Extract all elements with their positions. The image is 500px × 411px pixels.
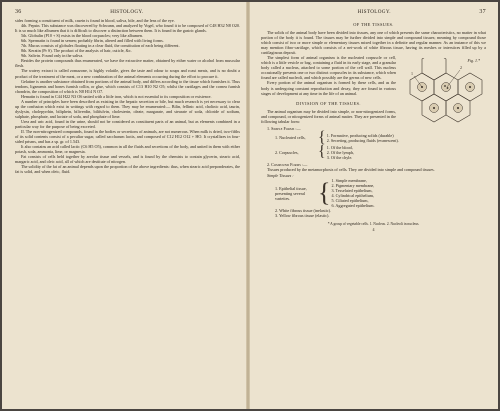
paragraph: 4th. Pepsin. This substance was discovered by Schwann, and analyzed by Vogel, who found it to be composed of C48 H32 N8 O20. It is so much like albumen that it is difficult to discover a distinction between them. It is found in the gastric glands. [15,23,240,34]
paragraph: Tissues produced by the metamorphosis of cells. They are divided into simple and compound tissues. [267,166,435,172]
brace: { [318,128,326,146]
list-item: 6. Aggregated epithelium. [331,203,375,209]
right-page [250,2,498,409]
paragraph: Urea and uric acid, found in the urine, should not be considered as constituent parts of an animal, but as elements combined in a particular way for the purpose of being excreted. [15,118,240,129]
vegetable-cells-illustration [400,58,486,124]
paragraph: II. The non-nitrogenized compounds, found in the bodies or secretions of animals, are not numerous. When milk is dried, two-fifths of its solid contents consist of a peculiar sugar, called saccharum lactis, and composed of C12 H12 O12 + HO. It crystallizes in four-sided prisms, and has a sp. gr. of 1.543. [15,129,240,145]
cell-figure [400,58,486,124]
brace: { [318,143,326,161]
paragraph: The simplest form of animal organism is the nucleated corpuscle or cell, which is a little vesicle or bag, containing a fluid in its early stage, and a granular body called a nucleus, attached to some portion of the cell wall. This nucleus occasionally presents one or two distinct corpuscles in its substance, which when found are called nucleoli, and which possibly are the germs of new cells. [261,55,396,81]
epithelial-label: 1. Epithelial tissue, presenting several varieties. [275,185,307,201]
left-running-head: HISTOLOGY. [110,9,144,15]
corpuscles-label: 2. Corpuscles, [275,149,299,155]
left-page [2,2,250,409]
list-item: 2. Pigmentary membrane, [331,183,375,189]
list-item: 2. White fibrous tissue (inelastic). [275,208,332,214]
paragraph: It also contains an acid called lactic (C6 H5 O5), common in all the fluids and secretions of the body, and united in them with either potash, soda, ammonia, lime, or magnesia. [15,144,240,155]
nucleated-cells-group [275,128,486,146]
list-item: 1. Simple membrane, [331,178,367,184]
right-header [261,9,486,18]
svg-text:1: 1 [411,71,413,77]
division-title: DIVISION OF THE TISSUES. [296,100,361,106]
right-running-head: HISTOLOGY. [357,9,391,15]
paragraph: Besides the protein compounds thus enumerated, we have the extractive matter, obtained by either water or alcohol from muscular flesh. [15,58,240,69]
compound-forms-label: 2. Compound Forms :— [267,161,308,167]
paragraph: 8th. Keratin (Pr S). The product of the analysis of hair, cuticle, &c. [21,48,132,54]
compound-text [261,167,486,172]
paragraph: Gelatine is another substance obtained from portions of the animal body, and differs according to the tissue which furnishes it. Thus tendons, ligaments and bones furnish collin, or glue, which consists of C13 H10 N2 O5; whilst the cartilages and the cornea furnish chondrin, the composition of which is N8 H14 N O7. [15,78,240,94]
epithelial-group [275,178,486,208]
list-item: 1. Formative, producing solids (durable) [326,132,394,138]
book-spread [2,2,498,409]
paragraph: Every portion of the animal organism is formed by these cells, and as the body is undergoing constant reproduction and decay, they are found in various stages of development at any time in the life of an animal. [261,80,396,96]
paragraph: A number of principles have been described as existing in the hepatic secretion or bile, but much research is yet necessary to clear up the confusion which exist in writings with regard to them. They may be enumerated:— Bilin, fellinic acid, cholinic acid, taurin, dyslysin, cholepyrrhin, biliphein, biliverdin, bilifulvin, cholesterin, oleate, margarate, and stearate of soda, chloride of sodium, sulphate, phosphate, and lactate of soda, and phosphate of lime. [15,98,240,119]
list-item: 5. Ciliated epithelium, [331,198,369,204]
list-item: 2. Secreting, producing fluids (evanescent). [326,137,399,143]
paragraph: 7th. Mucus consists of globules floating in a clear fluid, the constitution of each being different. [21,43,180,49]
left-body-text [15,18,240,174]
paragraph: Fat consists of cells held together by areolar tissue and vessels, and is found by the chemists to contain glycerin, stearic acid, margaric acid, and oleic acid, all of which are destitute of nitrogen. [15,154,240,165]
paragraph: 6th. Spermatin is found in semen; probably fibrin, altered and filled with living forms. [21,38,164,44]
paragraph: 5th. Globulin (P10 + S) exists in the blood corpuscles; very like albumen. [21,33,143,39]
nucleated-label: 1. Nucleated cells, [275,135,306,141]
figure-label: Fig. 1.* [467,58,480,64]
list-item: 3. Tesselated epithelium, [331,188,373,194]
simple-forms-label: 1. Simple Forms :— [267,125,301,131]
footnote: * A group of vegetable cells. 1. Nucleus. 2. Nucleoli in nucleus. [327,222,420,227]
paragraph: sides forming a constituent of milk, casein is found in blood, saliva, bile, and the lens of the eye. [15,18,175,23]
book-gutter [246,2,250,409]
left-page-number: 36 [15,9,22,15]
corpuscles-group [275,145,486,160]
section-title: OF THE TISSUES. [353,22,394,27]
brace: { [318,178,331,208]
list-item: 4. Cylindrical epithelium, [331,193,375,199]
paragraph: 9th. Salivin. Found only in the saliva. [21,53,84,59]
paragraph: Hematin is found in C44 H22 N3 O6 united with a little iron, which is not essential to its composition or existence. [21,93,212,99]
paragraph: The solidity of the fat of an animal depends upon the proportion of the above ingredients: thus, when stearic acid preponderates, the fat is solid, and when oleic, fluid. [15,164,240,175]
list-item: 2. Of the lymph, [326,149,354,155]
svg-text:2: 2 [460,65,462,71]
signature-mark: 4 [372,226,375,232]
right-page-number: 37 [479,9,486,15]
list-item: 3. Of the chyle. [326,154,353,160]
paragraph: The solids of the animal body have been divided into tissues, any one of which presents the same characteristics, no matter in what portion of the body it is found. The tissues may be further divided into simple and compound tissues; meaning by compound those which consist of two or more simple or elementary tissues mixed together in a definite and regular manner. As an instance of this we may mention fibro-cartilage, which consists of a net-work of white fibrous tissue, having its meshes or interstices filled up by a cartilaginous deposit. [261,30,486,56]
simple-tissues-label: Simple Tissues : [267,173,294,179]
classification-table [261,126,486,219]
left-header [15,9,240,18]
paragraph: The watery extract is called zomazone, is highly volatile, gives the taste and odour to soups and roast meats, and is no doubt a product of the treatment of the meat, or a new combination of the animal elements occurring during the effort to procure it. [15,68,240,79]
list-item: 1. Of the blood, [326,144,353,150]
list-item: 3. Yellow fibrous tissue (elastic). [275,213,330,219]
right-body-text [261,30,486,96]
paragraph: The animal organism may be divided into simple, or non-nitrogenized forms, and compound, or nitrogenized forms of animal matter. They are presented in the following tabular form: [261,108,396,124]
